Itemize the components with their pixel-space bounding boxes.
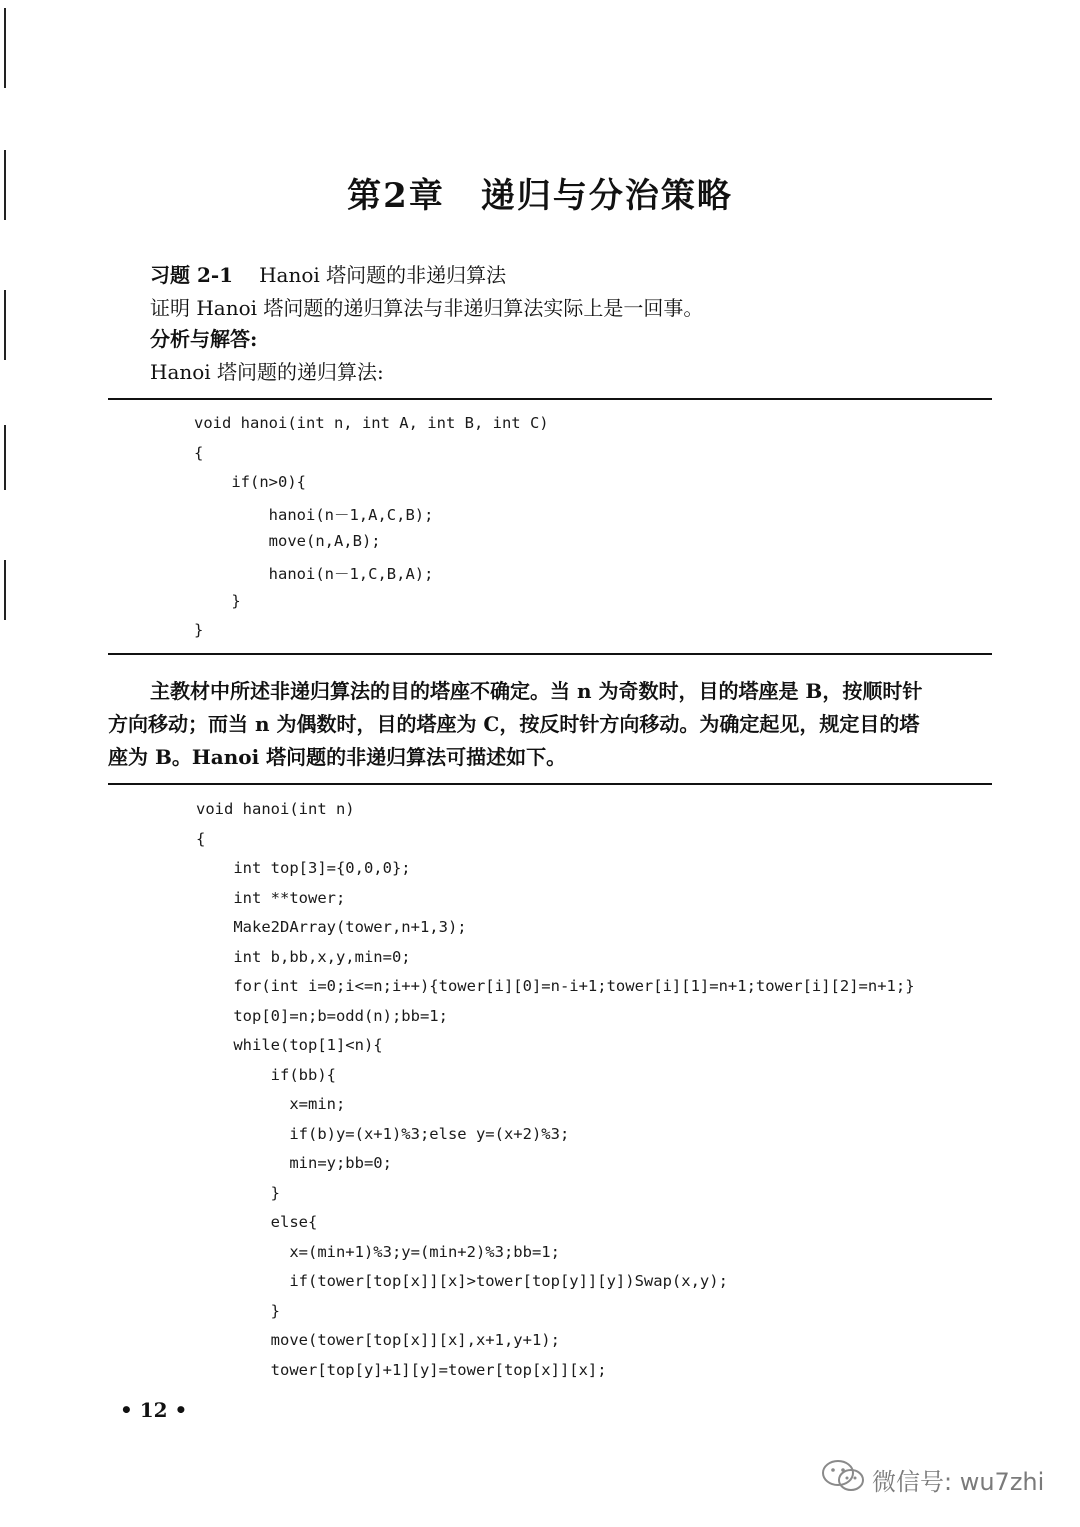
code-line: Make2DArray(tower,n+1,3); [196,918,467,936]
problem-statement: 证明 Hanoi 塔问题的递归算法与非递归算法实际上是一回事。 [150,296,704,320]
scan-margin-mark [4,290,6,360]
code-rule-bottom [108,653,992,655]
code-line: x=min; [196,1095,346,1113]
chapter-name: 递归与分治策略 [480,176,733,216]
code-line: else{ [196,1213,318,1231]
page-number: • 12 • [120,1398,188,1422]
code-rule-top [108,398,992,400]
code-line: } [194,621,204,640]
code-line: move(n,A,B); [194,532,381,551]
watermark-text: 微信号: wu7zhi [872,1468,1045,1496]
scan-margin-mark [4,560,6,620]
page-title [0,168,1080,217]
code-line: if(tower[top[x]][x]>tower[top[y]][y])Swap(x,y); [196,1272,728,1290]
code-line: move(tower[top[x]][x],x+1,y+1); [196,1331,560,1349]
code-line: void hanoi(int n, int A, int B, int C) [194,414,549,432]
scan-margin-mark [4,8,6,88]
code-line: tower[top[y]+1][y]=tower[top[x]][x]; [196,1360,607,1379]
code-line: x=(min+1)%3;y=(min+2)%3;bb=1; [196,1242,560,1261]
recursive-intro: Hanoi 塔问题的递归算法: [150,360,384,384]
paragraph-line: 座为 B。Hanoi 塔问题的非递归算法可描述如下。 [108,745,567,769]
code-line: void hanoi(int n) [196,800,355,818]
code-line: hanoi(n－1,A,C,B); [194,505,434,524]
code-rule-top [108,783,992,785]
code-line: if(b)y=(x+1)%3;else y=(x+2)%3; [196,1124,570,1143]
code-line: min=y;bb=0; [196,1154,392,1172]
code-line: } [196,1301,280,1320]
code-line: } [194,591,241,610]
explanation-paragraph [108,675,992,774]
code-line: { [196,829,206,848]
paragraph-line: 主教材中所述非递归算法的目的塔座不确定。当 n 为奇数时，目的塔座是 B，按顺时针 [150,679,923,703]
exercise-heading [150,259,506,288]
chapter-number: 第2章 [347,176,445,216]
paragraph-line: 方向移动；而当 n 为偶数时，目的塔座为 C，按反时针方向移动。为确定起见，规定目的塔 [108,712,920,736]
code-line: int top[3]={0,0,0}; [196,859,411,877]
analysis-heading: 分析与解答: [150,327,258,351]
code-line: for(int i=0;i<=n;i++){tower[i][0]=n-i+1;tower[i][1]=n+1;tower[i][2]=n+1;} [196,977,915,995]
exercise-number: 习题 2-1 [150,263,234,287]
code-line: if(n>0){ [194,473,306,492]
code-line: { [194,443,204,462]
exercise-title: Hanoi 塔问题的非递归算法 [259,263,507,287]
wechat-icon [820,1458,866,1494]
code-line: int b,bb,x,y,min=0; [196,947,411,966]
code-line: while(top[1]<n){ [196,1036,383,1054]
scan-margin-mark [4,425,6,490]
code-line: int **tower; [196,888,346,907]
code-line: hanoi(n－1,C,B,A); [194,565,434,583]
code-line: } [196,1183,280,1202]
code-line: if(bb){ [196,1065,336,1084]
code-line: top[0]=n;b=odd(n);bb=1; [196,1006,448,1025]
